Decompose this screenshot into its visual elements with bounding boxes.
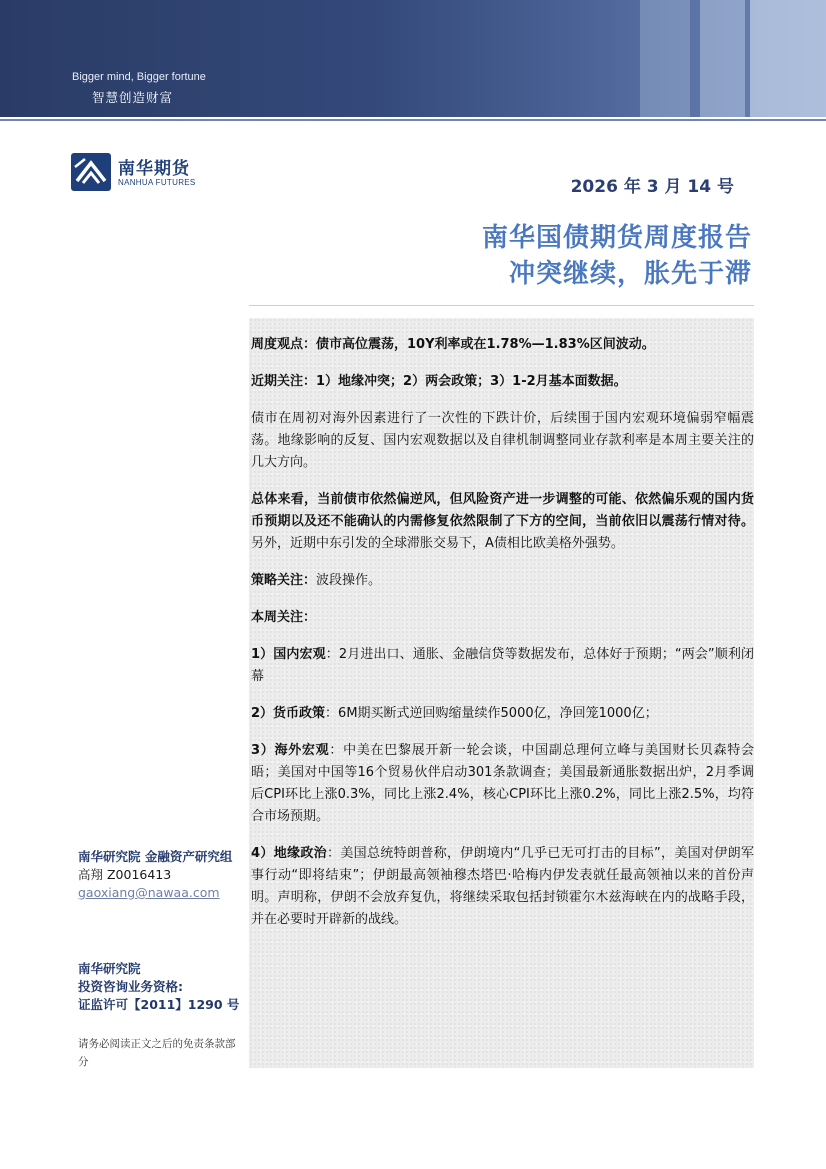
analyst-email-link[interactable]: gaoxiang@nawaa.com [78, 885, 220, 900]
license-block [78, 960, 243, 1014]
weekly-view-text: 债市高位震荡，10Y利率或在1.78%—1.83%区间波动。 [316, 337, 655, 352]
weekly-view [251, 334, 754, 356]
license-number: 证监许可【2011】1290 号 [78, 997, 240, 1012]
list-item-monetary-policy [251, 703, 754, 725]
week-focus-heading: 本周关注： [251, 610, 317, 625]
logo-name-english: NANHUA FUTURES [118, 178, 196, 187]
list-item-overseas-macro [251, 740, 754, 828]
author-block [78, 848, 243, 902]
overall-rest-text: 另外，近期中东引发的全球滞胀交易下，A债相比欧美格外强势。 [251, 536, 624, 551]
item-text: ：美国总统特朗普称，伊朗境内“几乎已无可打击的目标”，美国对伊朗军事行动“即将结束”；伊朗最高领袖穆杰塔巴·哈梅内伊发表就任最高领袖以来的首份声明。声明称，伊朗不会放弃复仇，将继续采取包括封锁霍尔木兹海峡在内的战略手段，并在必要时开辟新的战线。 [251, 846, 754, 927]
weekly-view-label: 周度观点： [251, 337, 317, 352]
item-label: 1）国内宏观 [251, 647, 326, 662]
header-banner [0, 0, 826, 117]
item-text: ：中美在巴黎展开新一轮会谈，中国副总理何立峰与美国财长贝森特会晤；美国对中国等16个贸易伙伴启动301条款调查；美国最新通胀数据出炉，2月季调后CPI环比上涨0.3%，同比上涨2.4%，核心CPI环比上涨0.2%，同比上涨2.5%，均符合市场预期。 [251, 743, 754, 824]
strategy-label: 策略关注： [251, 573, 317, 588]
recent-focus-text: 1）地缘冲突；2）两会政策；3）1-2月基本面数据。 [316, 374, 627, 389]
research-group: 南华研究院 金融资产研究组 [78, 849, 233, 864]
banner-divider [0, 119, 826, 121]
slogan-english: Bigger mind, Bigger fortune [72, 71, 206, 83]
summary-panel [249, 318, 754, 1068]
strategy-focus [251, 570, 754, 592]
slogan-chinese: 智慧创造财富 [92, 90, 174, 105]
list-item-domestic-macro [251, 644, 754, 688]
recent-focus-label: 近期关注： [251, 374, 317, 389]
item-text: ：2月进出口、通胀、金融信贷等数据发布，总体好于预期；“两会”顺利闭幕 [251, 647, 754, 684]
banner-stripe [750, 0, 826, 117]
banner-stripe [640, 0, 690, 117]
analyst-name: 高翔 Z0016413 [78, 867, 172, 882]
paragraph-overall [251, 489, 754, 555]
item-label: 3）海外宏观 [251, 743, 330, 758]
recent-focus [251, 371, 754, 393]
company-logo [71, 153, 211, 193]
strategy-text: 波段操作。 [316, 573, 382, 588]
report-title: 南华国债期货周度报告 [481, 223, 752, 253]
list-item-geopolitics [251, 843, 754, 931]
logo-name-chinese: 南华期货 [118, 159, 190, 179]
item-label: 4）地缘政治 [251, 846, 328, 861]
disclaimer-note: 请务必阅读正文之后的免责条款部分 [78, 1038, 236, 1068]
license-org: 南华研究院 [78, 961, 141, 976]
item-text: ：6M期买断式逆回购缩量续作5000亿，净回笼1000亿； [325, 706, 658, 721]
report-date: 2026 年 3 月 14 号 [570, 177, 734, 197]
report-subtitle: 冲突继续，胀先于滞 [508, 259, 752, 289]
title-divider [249, 305, 754, 306]
banner-stripe [700, 0, 745, 117]
license-label: 投资咨询业务资格: [78, 979, 183, 994]
paragraph-market: 债市在周初对海外因素进行了一次性的下跌计价，后续围于国内宏观环境偏弱窄幅震荡。地缘影响的反复、国内宏观数据以及自律机制调整同业存款利率是本周主要关注的几大方向。 [251, 411, 754, 470]
overall-bold-text: 总体来看，当前债市依然偏逆风，但风险资产进一步调整的可能、依然偏乐观的国内货币预期以及还不能确认的内需修复依然限制了下方的空间，当前依旧以震荡行情对待。 [251, 492, 754, 529]
item-label: 2）货币政策 [251, 706, 326, 721]
nanhua-logo-icon [71, 153, 111, 191]
